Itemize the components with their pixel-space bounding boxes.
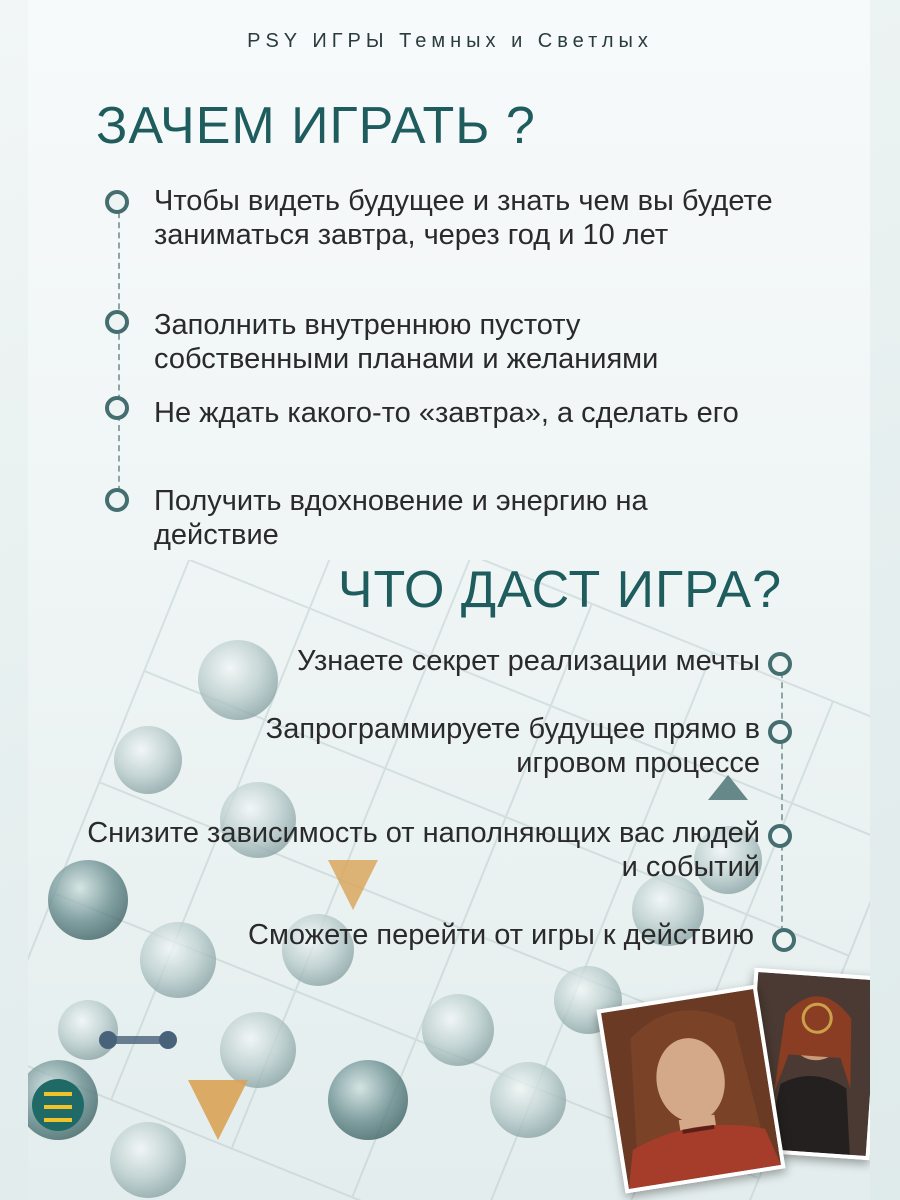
- bullet-circle-icon: [105, 190, 129, 214]
- bullet-circle-icon: [768, 824, 792, 848]
- section-title-give: ЧТО ДАСТ ИГРА?: [337, 561, 782, 619]
- why-item-2: Заполнить внутреннюю пустоту собственными планами и желаниями: [154, 309, 659, 375]
- bullet-circle-icon: [772, 928, 796, 952]
- character-card-woman: [596, 984, 785, 1193]
- why-item-1: Чтобы видеть будущее и знать чем вы будете заниматься завтра, через год и 10 лет: [154, 185, 773, 251]
- give-item-1: Узнаете секрет реализации мечты: [297, 645, 760, 677]
- why-item-4: Получить вдохновение и энергию на действие: [154, 485, 648, 551]
- brand-title: PSY ИГРЫ Темных и Светлых: [247, 30, 653, 52]
- bullet-circle-icon: [105, 396, 129, 420]
- bullet-circle-icon: [105, 488, 129, 512]
- timeline-line-right: [781, 662, 785, 942]
- bullet-circle-icon: [768, 652, 792, 676]
- section-title-why: ЗАЧЕМ ИГРАТЬ ?: [96, 97, 536, 155]
- give-item-4: Сможете перейти от игры к действию: [248, 919, 754, 951]
- give-item-3: Снизите зависимость от наполняющих вас людей и событий: [87, 817, 760, 883]
- why-item-3: Не ждать какого-то «завтра», а сделать его: [154, 397, 739, 429]
- timeline-line-left: [118, 202, 122, 502]
- bullet-circle-icon: [768, 720, 792, 744]
- bullet-circle-icon: [105, 310, 129, 334]
- give-item-2: Запрограммируете будущее прямо в игровом процессе: [265, 713, 760, 779]
